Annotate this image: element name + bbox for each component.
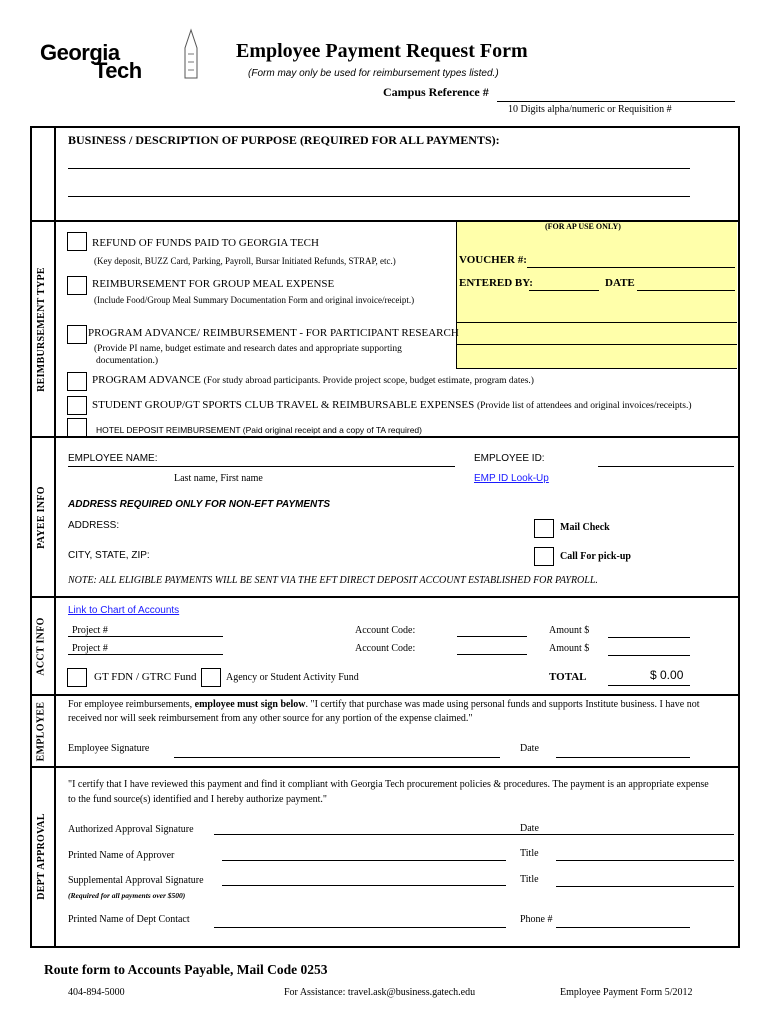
student-group-row	[92, 399, 692, 411]
hotel-row	[96, 425, 422, 435]
student-group-label: STUDENT GROUP/GT SPORTS CLUB TRAVEL & REIMBURSABLE EXPENSES	[92, 399, 475, 411]
research-note-1: (Provide PI name, budget estimate and research dates and appropriate supporting	[94, 344, 402, 354]
route-instructions: Route form to Accounts Payable, Mail Code 0253	[44, 962, 328, 977]
title-input-2[interactable]	[556, 886, 734, 887]
phone-input[interactable]	[556, 927, 690, 928]
student-group-checkbox[interactable]	[67, 396, 87, 415]
entered-by-input[interactable]	[529, 290, 599, 291]
chart-of-accounts-link[interactable]: Link to Chart of Accounts	[68, 605, 180, 616]
program-advance-note: (For study abroad participants. Provide project scope, budget estimate, program dates.)	[203, 376, 534, 386]
dept-contact-label: Printed Name of Dept Contact	[68, 914, 190, 925]
research-label: PROGRAM ADVANCE/ REIMBURSEMENT - FOR PARTICIPANT RESEARCH	[88, 327, 459, 339]
employee-id-input[interactable]	[598, 466, 734, 467]
voucher-label: VOUCHER #:	[459, 254, 527, 266]
program-advance-row	[92, 374, 534, 386]
employee-certification	[68, 698, 708, 726]
amount-label-1: Amount $	[549, 625, 590, 636]
agency-checkbox[interactable]	[201, 668, 221, 687]
employee-date-input[interactable]	[556, 757, 690, 758]
emp-id-lookup-link[interactable]: EMP ID Look-Up	[474, 473, 549, 484]
agency-label: Agency or Student Activity Fund	[226, 672, 359, 683]
hotel-checkbox[interactable]	[67, 418, 87, 437]
auth-signature-input[interactable]	[214, 834, 508, 835]
eft-note: NOTE: ALL ELIGIBLE PAYMENTS WILL BE SENT VIA THE EFT DIRECT DEPOSIT ACCOUNT ESTABLISHED FOR PAYROLL.	[68, 575, 598, 586]
employee-cert-prefix: For employee reimbursements,	[68, 699, 195, 710]
employee-cert-text: . "I certify that purchase was made using personal funds and supports Institute business. I have not received nor will seek reimbursement from any other source for any portion of the expense claimed."	[68, 699, 700, 724]
program-advance-checkbox[interactable]	[67, 372, 87, 391]
call-pickup-label: Call For pick-up	[560, 551, 631, 562]
employee-name-hint: Last name, First name	[174, 473, 263, 484]
program-advance-label: PROGRAM ADVANCE	[92, 374, 201, 386]
employee-signature-input[interactable]	[174, 757, 500, 758]
refund-note: (Key deposit, BUZZ Card, Parking, Payroll, Bursar Initiated Refunds, STRAP, etc.)	[94, 256, 396, 266]
gt-fdn-label: GT FDN / GTRC Fund	[94, 671, 197, 683]
account-code-label-2: Account Code:	[355, 643, 416, 654]
call-pickup-checkbox[interactable]	[534, 547, 554, 566]
logo-line2: Tech	[94, 58, 142, 83]
ap-use-box	[456, 222, 737, 369]
section-divider	[30, 436, 738, 438]
hotel-label: HOTEL DEPOSIT REIMBURSEMENT	[96, 425, 241, 435]
meal-checkbox[interactable]	[67, 276, 87, 295]
gt-fdn-checkbox[interactable]	[67, 668, 87, 687]
employee-name-input[interactable]	[68, 466, 455, 467]
auth-date-label: Date	[520, 823, 539, 834]
logo-line1: Georgia	[40, 40, 120, 65]
footer-phone: 404-894-5000	[68, 987, 125, 998]
address-required-note: ADDRESS REQUIRED ONLY FOR NON-EFT PAYMENTS	[68, 499, 331, 510]
employee-signature-label: Employee Signature	[68, 743, 150, 754]
printed-name-label: Printed Name of Approver	[68, 850, 175, 861]
title-label-2: Title	[520, 874, 539, 885]
page-title: Employee Payment Request Form	[236, 40, 528, 62]
business-purpose-line-2[interactable]	[68, 196, 690, 197]
payee-side-label: PAYEE INFO	[35, 485, 47, 549]
total-label: TOTAL	[549, 671, 587, 683]
footer-form-version: Employee Payment Form 5/2012	[560, 987, 693, 998]
ap-use-heading: (FOR AP USE ONLY)	[545, 222, 621, 231]
business-purpose-label: BUSINESS / DESCRIPTION OF PURPOSE (REQUIRED FOR ALL PAYMENTS):	[68, 133, 500, 147]
employee-name-label: EMPLOYEE NAME:	[68, 453, 158, 464]
supp-signature-input[interactable]	[222, 885, 506, 886]
mail-check-checkbox[interactable]	[534, 519, 554, 538]
auth-date-input[interactable]	[508, 834, 734, 835]
project-label-2: Project #	[72, 643, 108, 654]
title-label-1: Title	[520, 848, 539, 859]
employee-side-label: EMPLOYEE	[35, 701, 47, 761]
ap-row-divider-2	[457, 344, 737, 345]
dept-certification: "I certify that I have reviewed this payment and find it compliant with Georgia Tech procurement policies & procedures. The payment is an appropriate expense to the fund source(s) identified and I hereby authorize payment."	[68, 779, 709, 805]
campus-ref-input[interactable]	[497, 101, 735, 102]
printed-name-input[interactable]	[222, 860, 506, 861]
meal-label: REIMBURSEMENT FOR GROUP MEAL EXPENSE	[92, 278, 335, 290]
footer-assistance: For Assistance: travel.ask@business.gatech.edu	[284, 987, 476, 998]
project-input-1[interactable]	[68, 636, 223, 637]
auth-signature-label: Authorized Approval Signature	[68, 824, 194, 835]
research-note-2: documentation.)	[96, 356, 158, 366]
entered-by-label: ENTERED BY:	[459, 277, 533, 289]
supp-signature-note: (Required for all payments over $500)	[68, 891, 186, 900]
ap-date-label: DATE	[605, 277, 635, 289]
project-input-2[interactable]	[68, 654, 223, 655]
employee-cert-bold: employee must sign below	[194, 699, 306, 710]
voucher-input[interactable]	[527, 267, 735, 268]
title-input-1[interactable]	[556, 860, 734, 861]
tech-tower-icon	[178, 28, 204, 82]
dept-side-label: DEPT APPROVAL	[35, 812, 47, 900]
phone-label: Phone #	[520, 914, 553, 925]
total-value: $ 0.00	[650, 668, 684, 682]
employee-date-label: Date	[520, 743, 539, 754]
amount-input-2[interactable]	[608, 655, 690, 656]
amount-label-2: Amount $	[549, 643, 590, 654]
address-label: ADDRESS:	[68, 520, 120, 531]
refund-label: REFUND OF FUNDS PAID TO GEORGIA TECH	[92, 237, 319, 249]
page-subtitle: (Form may only be used for reimbursement types listed.)	[248, 68, 499, 79]
supp-signature-label: Supplemental Approval Signature	[68, 875, 204, 886]
hotel-note: (Paid original receipt and a copy of TA required)	[242, 425, 422, 435]
total-underline	[608, 685, 690, 686]
section-divider	[30, 766, 738, 768]
section-divider	[30, 694, 738, 696]
business-purpose-line-1[interactable]	[68, 168, 690, 169]
dept-contact-input[interactable]	[214, 927, 506, 928]
employee-id-label: EMPLOYEE ID:	[474, 453, 545, 464]
city-state-zip-label: CITY, STATE, ZIP:	[68, 550, 150, 561]
refund-checkbox[interactable]	[67, 232, 87, 251]
reimbursement-side-label: REIMBURSEMENT TYPE	[35, 266, 47, 392]
student-group-note: (Provide list of attendees and original invoices/receipts.)	[477, 401, 692, 411]
ap-row-divider-1	[457, 322, 737, 323]
amount-input-1[interactable]	[608, 637, 690, 638]
georgia-tech-logo	[40, 40, 210, 90]
project-label-1: Project #	[72, 625, 108, 636]
campus-ref-hint: 10 Digits alpha/numeric or Requisition #	[508, 104, 672, 115]
acct-side-label: ACCT INFO	[35, 616, 47, 676]
account-code-input-2[interactable]	[457, 654, 527, 655]
mail-check-label: Mail Check	[560, 522, 610, 533]
research-checkbox[interactable]	[67, 325, 87, 344]
ap-date-input[interactable]	[637, 290, 735, 291]
meal-note: (Include Food/Group Meal Summary Documentation Form and original invoice/receipt.)	[94, 295, 415, 305]
side-label-divider	[54, 126, 56, 946]
campus-ref-label: Campus Reference #	[383, 85, 489, 99]
account-code-input-1[interactable]	[457, 636, 527, 637]
section-divider	[30, 596, 738, 598]
account-code-label-1: Account Code:	[355, 625, 416, 636]
